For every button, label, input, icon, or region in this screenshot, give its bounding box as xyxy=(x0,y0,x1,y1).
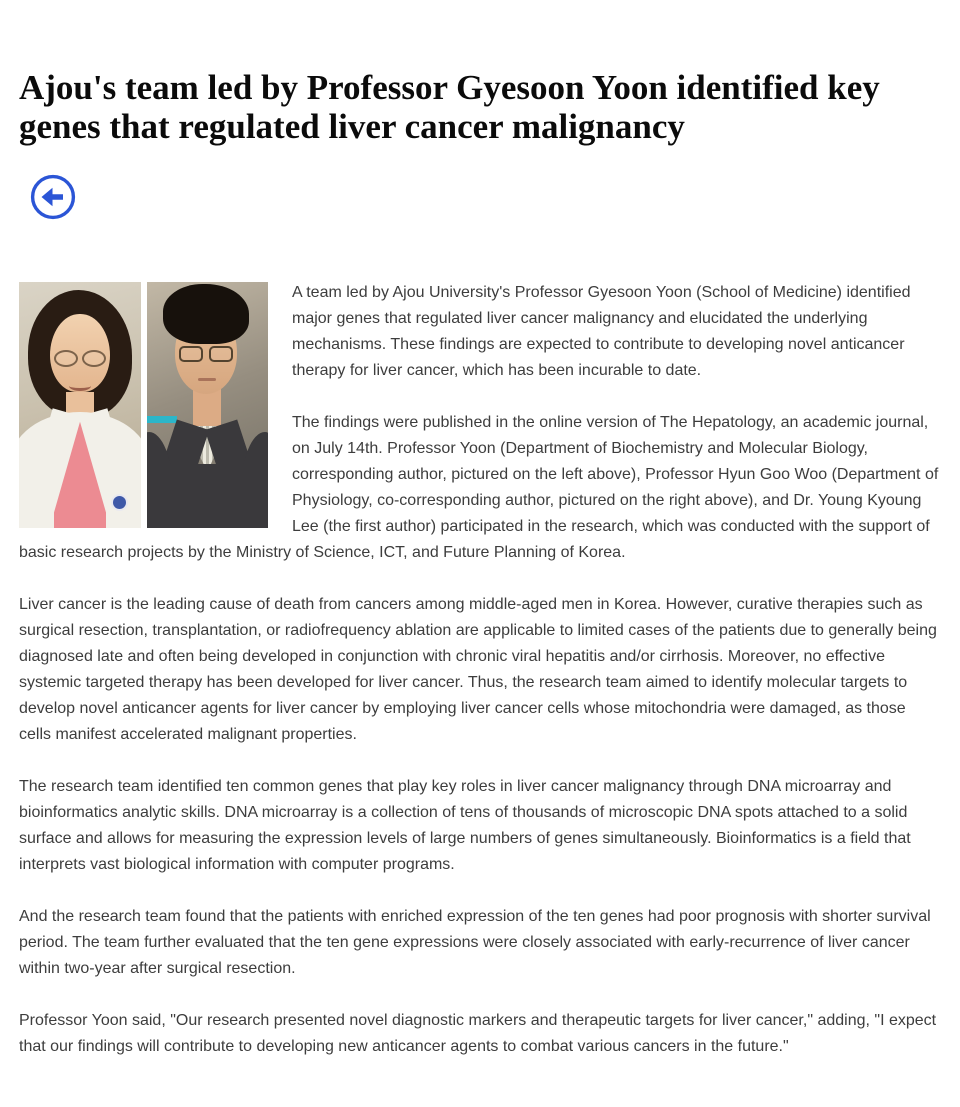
hair xyxy=(163,284,249,344)
glasses-right-lens xyxy=(82,350,106,367)
article-title: Ajou's team led by Professor Gyesoon Yoon identified key genes that regulated liver cancer malignancy xyxy=(19,68,880,146)
back-button[interactable] xyxy=(30,174,76,220)
glasses-left-lens xyxy=(179,346,203,362)
teal-shelf-line xyxy=(147,416,177,423)
researcher-photos xyxy=(19,282,268,528)
article-paragraph-1: A team led by Ajou University's Professor Gyesoon Yoon (School of Medicine) identified major genes that regulated liver cancer malignancy and elucidated the underlying mechanisms. These findings are expected to contribute to developing novel anticancer therapy for liver cancer, which has been incurable to date. xyxy=(292,284,911,379)
article-body xyxy=(19,220,942,1060)
sweater xyxy=(147,464,269,528)
article-paragraph-5: And the research team found that the patients with enriched expression of the ten genes had poor prognosis with shorter survival period. The team further evaluated that the ten gene expressions were closely associated with early-recurrence of liver cancer within two-year after surgical resection. xyxy=(19,908,931,977)
mouth xyxy=(198,378,216,381)
arrow-left-circle-icon xyxy=(30,174,76,220)
article-paragraph-4: The research team identified ten common genes that play key roles in liver cancer malignancy through DNA microarray and bioinformatics analytic skills. DNA microarray is a collection of tens of thousands of microscopic DNA spots attached to a solid surface and allows for measuring the expression levels of large numbers of genes simultaneously. Bioinformatics is a field that interprets vast biological information with computer programs. xyxy=(19,778,911,873)
smile xyxy=(69,381,91,391)
article-paragraph-3: Liver cancer is the leading cause of death from cancers among middle-aged men in Korea. However, curative therapies such as surgical resection, transplantation, or radiofrequency ablation are applicable to limited cases of the patients due to generally being diagnosed late and often being developed in conjunction with chronic viral hepatitis and/or cirrhosis. Moreover, no effective systemic targeted therapy has been developed for liver cancer. Thus, the research team aimed to identify molecular targets to develop novel anticancer agents for liver cancer by employing liver cancer cells whose mitochondria were damaged, as those cells manifest accelerated malignant properties. xyxy=(19,596,937,743)
article-paragraph-2: The findings were published in the online version of The Hepatology, an academic journal, on July 14th. Professor Yoon (Department of Biochemistry and Molecular Biology, corresponding author, pictured on the left above), Professor Hyun Goo Woo (Department of Physiology, co-corresponding author, pictured on the right above), and Dr. Young Kyoung Lee (the first author) participated in the research, which was conducted with the support of basic research projects by the Ministry of Science, ICT, and Future Planning of Korea. xyxy=(19,414,939,561)
glasses-right-lens xyxy=(209,346,233,362)
photo-professor-yoon xyxy=(19,282,141,528)
coat-badge xyxy=(111,494,128,511)
glasses-left-lens xyxy=(54,350,78,367)
article-paragraph-6: Professor Yoon said, "Our research presented novel diagnostic markers and therapeutic targets for liver cancer," adding, "I expect that our findings will contribute to developing new anticancer agents to combat various cancers in the future." xyxy=(19,1012,937,1055)
photo-professor-woo xyxy=(147,282,269,528)
